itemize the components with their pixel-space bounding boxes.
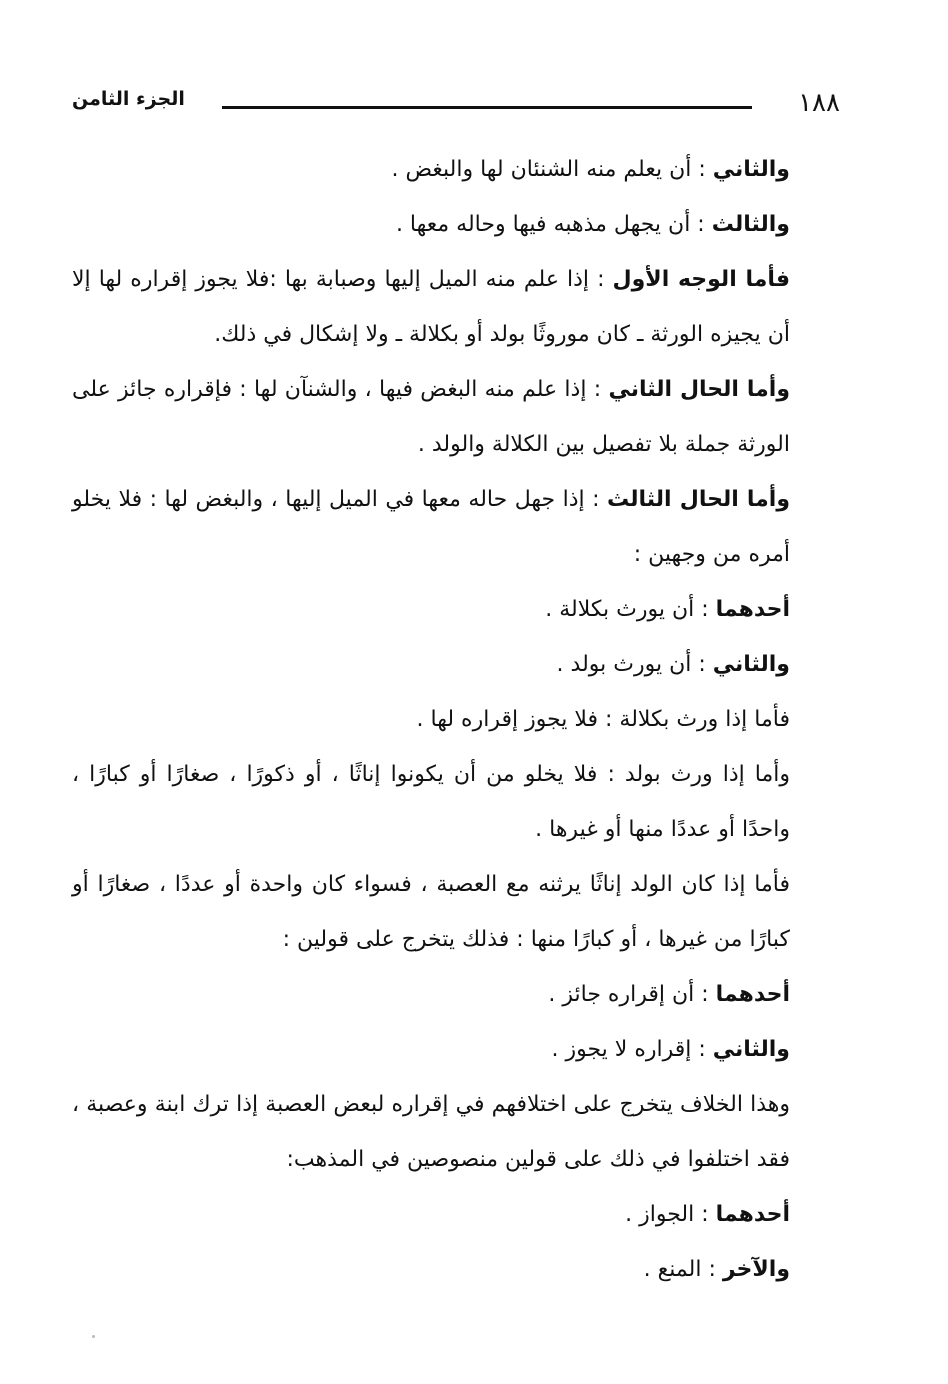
paragraph	[72, 472, 842, 582]
paragraph-text: : أن يورث بكلالة .	[545, 597, 716, 622]
paragraph	[72, 142, 842, 197]
paragraph-text: : إذا علم منه الميل إليها وصبابة بها :فلا يجوز إقراره لها إلا أن يجيزه الورثة ـ كان موروثًا بولد أو بكلالة ـ ولا إشكال في ذلك.	[72, 267, 790, 347]
paragraph-text: : إقراره لا يجوز .	[551, 1037, 713, 1062]
paragraph	[72, 1022, 842, 1077]
paragraph-text: : المنع .	[643, 1257, 723, 1282]
paragraph	[72, 582, 842, 637]
paragraph-lead: فأما الوجه الأول	[612, 267, 790, 292]
paragraph-lead: أحدهما	[715, 597, 790, 622]
paragraph-text: : إذا علم منه البغض فيها ، والشنآن لها : فإقراره جائز على الورثة جملة بلا تفصيل بين الكلالة والولد .	[72, 377, 790, 457]
paragraph-lead: أحدهما	[715, 1202, 790, 1227]
page-number: ١٨٨	[798, 88, 840, 118]
paragraph-lead: أحدهما	[715, 982, 790, 1007]
paragraph-text: : أن يورث بولد .	[556, 652, 713, 677]
paragraph-lead: والثاني	[712, 157, 790, 182]
body-text	[72, 142, 842, 1297]
header-rule	[222, 106, 752, 109]
paragraph	[72, 252, 842, 362]
paragraph	[72, 197, 842, 252]
paragraph	[72, 362, 842, 472]
paragraph-text: : أن يعلم منه الشنئان لها والبغض .	[391, 157, 713, 182]
paragraph	[72, 1077, 842, 1187]
paragraph-lead: والثالث	[711, 212, 790, 237]
paragraph-lead: والثاني	[712, 1037, 790, 1062]
paragraph-text: : إذا جهل حاله معها في الميل إليها ، والبغض لها : فلا يخلو أمره من وجهين :	[72, 487, 790, 567]
paragraph	[72, 637, 842, 692]
paragraph-text: فأما إذا كان الولد إناثًا يرثنه مع العصبة ، فسواء كان واحدة أو عددًا ، صغارًا أو كبارًا من غيرها ، أو كبارًا منها : فذلك يتخرج على قولين :	[72, 872, 790, 952]
paragraph-text: : أن إقراره جائز .	[548, 982, 716, 1007]
paragraph-lead: وأما الحال الثالث	[607, 487, 791, 512]
paragraph-text: فأما إذا ورث بكلالة : فلا يجوز إقراره لها .	[416, 707, 790, 732]
paragraph	[72, 747, 842, 857]
paragraph-lead: والثاني	[712, 652, 790, 677]
paragraph-text: : الجواز .	[625, 1202, 716, 1227]
paragraph-lead: والآخر	[722, 1257, 790, 1282]
running-title: الجزء الثامن	[72, 88, 185, 110]
paragraph	[72, 857, 842, 967]
paragraph	[72, 1242, 842, 1297]
scan-speck	[92, 1335, 95, 1338]
paragraph-lead: وأما الحال الثاني	[608, 377, 790, 402]
paragraph	[72, 1187, 842, 1242]
paragraph	[72, 692, 842, 747]
paragraph	[72, 967, 842, 1022]
paragraph-text: وأما إذا ورث بولد : فلا يخلو من أن يكونوا إناثًا ، أو ذكورًا ، صغارًا أو كبارًا ، واحدًا أو عددًا منها أو غيرها .	[72, 762, 790, 842]
paragraph-text: وهذا الخلاف يتخرج على اختلافهم في إقراره لبعض العصبة إذا ترك ابنة وعصبة ، فقد اختلفوا في ذلك على قولين منصوصين في المذهب:	[72, 1092, 790, 1172]
paragraph-text: : أن يجهل مذهبه فيها وحاله معها .	[395, 212, 712, 237]
page-header	[72, 86, 840, 126]
